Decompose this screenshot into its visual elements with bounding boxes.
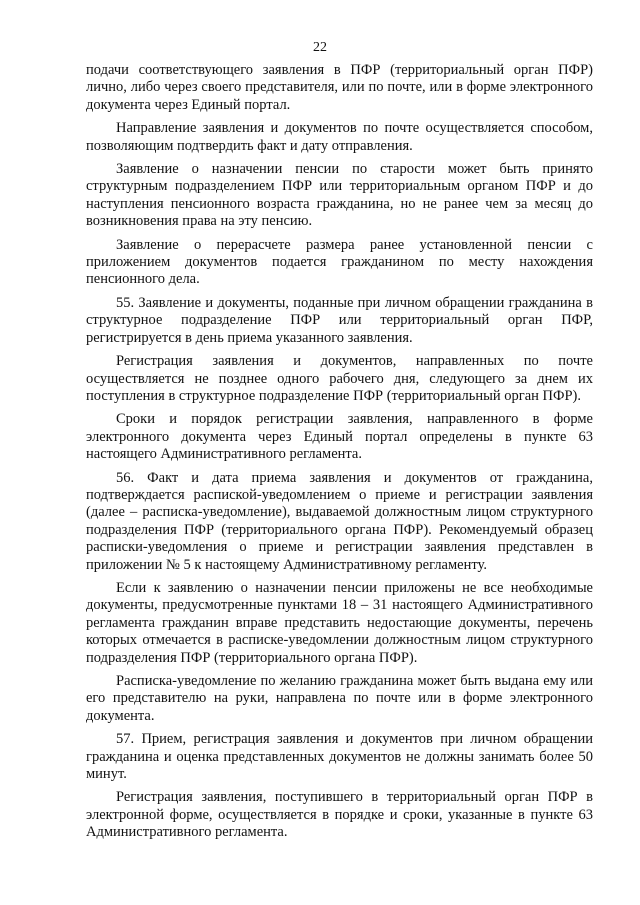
paragraph-item-56: 56. Факт и дата приема заявления и документов от гражданина, подтверждается распиской-уведомлением о приеме и регистрации заявления (далее – расписка-уведомление), выдаваемой должностным лицом структурного подразделения ПФР (территориального органа ПФР). Рекомендуемый образец расписки-уведомления о приеме и регистрации заявления представлен в приложении № 5 к настоящему Административному регламенту. [86,469,593,573]
paragraph-item-57: 57. Прием, регистрация заявления и документов при личном обращении гражданина и оценка представленных документов не должны занимать более 50 минут. [86,731,593,783]
document-body [86,62,593,848]
paragraph-continuation: подачи соответствующего заявления в ПФР (территориальный орган ПФР) лично, либо через своего представителя, или по почте, или в форме электронного документа через Единый портал. [86,62,593,113]
paragraph: Расписка-уведомление по желанию гражданина может быть выдана ему или его представителю на руки, направлена по почте или в форме электронного документа. [86,673,593,724]
paragraph-item-55: 55. Заявление и документы, поданные при личном обращении гражданина в структурное подразделение ПФР или территориальный орган ПФР, регистрируется в день приема указанного заявления. [86,294,593,346]
paragraph: Заявление о назначении пенсии по старости может быть принято структурным подразделением ПФР или территориальным органом ПФР и до наступления пенсионного возраста гражданина, но не ранее чем за месяц до возникновения права на эту пенсию. [86,161,593,230]
page-number: 22 [313,40,327,55]
paragraph: Регистрация заявления, поступившего в территориальный орган ПФР в электронной форме, осуществляется в порядке и сроки, указанные в пункте 63 Административного регламента. [86,789,593,841]
paragraph: Заявление о перерасчете размера ранее установленной пенсии с приложением документов подается гражданином по месту нахождения пенсионного дела. [86,236,593,288]
paragraph: Регистрация заявления и документов, направленных по почте осуществляется не позднее одного рабочего дня, следующего за днем их поступления в структурное подразделение ПФР (территориальный орган ПФР). [86,353,593,404]
paragraph: Направление заявления и документов по почте осуществляется способом, позволяющим подтвердить факт и дату отправления. [86,120,593,154]
paragraph: Сроки и порядок регистрации заявления, направленного в форме электронного документа через Единый портал определены в пункте 63 настоящего Административного регламента. [86,411,593,463]
paragraph: Если к заявлению о назначении пенсии приложены не все необходимые документы, предусмотренные пунктами 18 – 31 настоящего Административного регламента гражданин вправе представить недостающие документы, перечень которых отмечается в расписке-уведомлении должностным лицом структурного подразделения ПФР (территориального органа ПФР). [86,579,593,666]
